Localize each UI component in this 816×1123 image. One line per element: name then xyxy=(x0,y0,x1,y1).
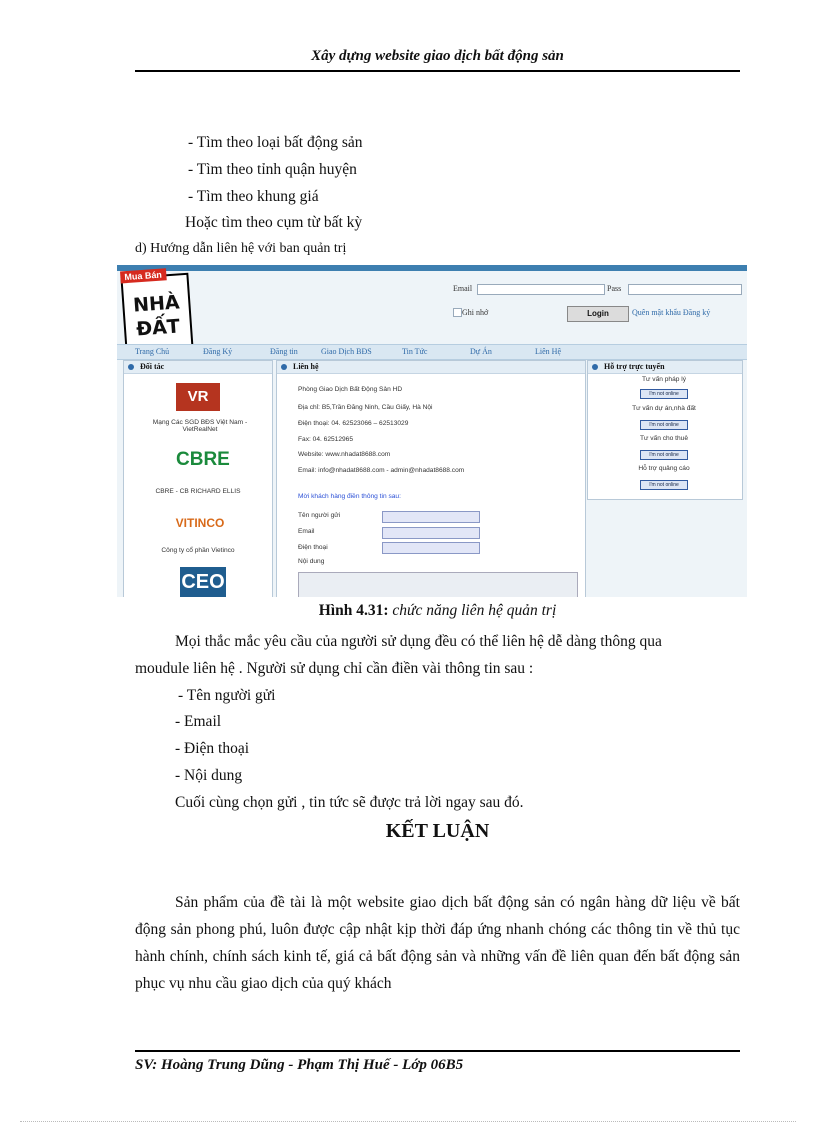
list-item: - Tìm theo tỉnh quận huyện xyxy=(188,161,357,178)
partner-name: Mạng Các SGD BĐS Việt Nam - VietRealNet xyxy=(152,419,248,433)
partner-logo[interactable]: VR xyxy=(176,383,220,411)
login-button[interactable]: Login xyxy=(567,306,629,322)
list-item: Hoặc tìm theo cụm từ bất kỳ xyxy=(185,214,363,231)
body-line: Cuối cùng chọn gửi , tin tức sẽ được trả lời ngay sau đó. xyxy=(175,794,524,811)
body-line: - Nội dung xyxy=(175,767,243,784)
footer-text: SV: Hoàng Trung Dũng - Phạm Thị Huế - Lớp 06B5 xyxy=(135,1057,464,1073)
partner-logo[interactable]: VITINCO xyxy=(175,516,225,530)
support-title: Hỗ trợ trực tuyến xyxy=(604,362,665,371)
partner-name: Công ty cổ phần Vietinco xyxy=(161,547,235,554)
contact-line: Phòng Giao Dịch Bất Động Sản HD xyxy=(298,386,403,393)
form-label: Nội dung xyxy=(298,558,325,565)
nav-item[interactable]: Đăng Ký xyxy=(203,347,233,356)
password-input[interactable] xyxy=(628,284,742,295)
email-field[interactable] xyxy=(382,527,480,539)
bullet-icon xyxy=(592,364,598,370)
support-item: Tư vấn cho thuê xyxy=(639,435,689,442)
contact-line: Website: www.nhadat8688.com xyxy=(298,451,391,458)
partner-name: CBRE - CB RICHARD ELLIS xyxy=(155,488,241,495)
online-status-button[interactable]: I'm not online xyxy=(640,389,688,399)
list-item: - Tìm theo loại bất động sản xyxy=(188,134,363,151)
bullet-icon xyxy=(281,364,287,370)
section-heading: d) Hướng dẫn liên hệ với ban quản trị xyxy=(135,241,347,256)
contact-line: Email: info@nhadat8688.com - admin@nhadat8688.com xyxy=(298,467,465,474)
site-logo xyxy=(120,269,193,354)
sender-name-input[interactable] xyxy=(382,511,480,523)
footer-rule xyxy=(135,1050,740,1052)
contact-line: Điện thoại: 04. 62523066 – 62513029 xyxy=(298,420,409,427)
conclusion-title: KẾT LUẬN xyxy=(385,820,490,842)
body-line: - Điện thoại xyxy=(175,740,250,757)
remember-checkbox[interactable] xyxy=(453,308,462,317)
bullet-icon xyxy=(128,364,134,370)
partner-logo[interactable]: CBRE xyxy=(176,449,230,470)
form-label: Email xyxy=(298,528,315,535)
body-line: moudule liên hệ . Người sử dụng chỉ cần điền vài thông tin sau : xyxy=(135,660,534,677)
support-item: Tư vấn pháp lý xyxy=(642,376,686,383)
list-item: - Tìm theo khung giá xyxy=(188,188,319,205)
figure-caption xyxy=(135,602,740,620)
form-label: Tên người gửi xyxy=(298,512,341,519)
support-header xyxy=(588,361,742,374)
online-status-button[interactable]: I'm not online xyxy=(640,420,688,430)
online-status-button[interactable]: I'm not online xyxy=(640,480,688,490)
caption-text: chức năng liên hệ quản trị xyxy=(392,602,557,619)
page-edge xyxy=(20,1121,796,1122)
body-line: Mọi thắc mắc yêu cầu của người sử dụng đều có thể liên hệ dễ dàng thông qua xyxy=(175,633,662,650)
partners-header xyxy=(124,361,272,374)
email-input[interactable] xyxy=(477,284,605,295)
message-textarea[interactable] xyxy=(298,572,578,597)
remember-label: Ghi nhớ xyxy=(462,308,489,317)
top-bar xyxy=(117,265,747,271)
partners-panel xyxy=(123,360,273,597)
contact-line: Địa chỉ: B5,Trần Đăng Ninh, Cầu Giấy, Hà Nội xyxy=(298,404,433,411)
support-item: Hỗ trợ quảng cáo xyxy=(638,465,690,472)
nav-item[interactable]: Liên Hệ xyxy=(535,347,561,356)
partners-title: Đối tác xyxy=(140,362,165,371)
email-label: Email xyxy=(453,284,473,293)
pass-label: Pass xyxy=(607,284,622,293)
online-status-button[interactable]: I'm not online xyxy=(640,450,688,460)
account-links[interactable]: Quên mật khẩu Đăng ký xyxy=(632,308,711,317)
page-header-title: Xây dựng website giao dịch bất động sản xyxy=(311,48,564,64)
phone-field[interactable] xyxy=(382,542,480,554)
logo-text: ĐẤT xyxy=(135,315,181,341)
conclusion-text: Sản phẩm của đề tài là một website giao dịch bất động sản có ngân hàng dữ liệu về bất động sản phong phú, luôn được cập nhật kịp thời đáp ứng nhanh chóng các thông tin về thủ tục hành chính, chính sách kinh tế, giá cả bất động sản và những vấn đề liên quan đến bất động sản phục vụ nhu cầu giao dịch của quý khách xyxy=(135,894,740,992)
nav-bar xyxy=(117,344,747,360)
nav-item[interactable]: Dự Án xyxy=(470,347,492,356)
partner-logo[interactable]: CEO xyxy=(180,567,226,597)
body-line: - Email xyxy=(175,713,222,730)
logo-tag: Mua Bán xyxy=(120,268,166,283)
nav-item[interactable]: Giao Dịch BĐS xyxy=(321,347,372,356)
form-title: Mời khách hàng điền thông tin sau: xyxy=(298,493,401,500)
logo-text: NHÀ xyxy=(132,291,181,317)
website-screenshot xyxy=(117,265,747,597)
contact-header xyxy=(277,361,585,374)
contact-line: Fax: 04. 62512965 xyxy=(298,436,353,443)
nav-item[interactable]: Trang Chủ xyxy=(135,347,170,356)
form-label: Điện thoại xyxy=(298,544,328,551)
support-item: Tư vấn dự án,nhà đất xyxy=(632,405,696,412)
caption-label: Hình 4.31: xyxy=(318,602,389,619)
nav-item[interactable]: Đăng tin xyxy=(270,347,298,356)
header-rule xyxy=(135,70,740,72)
nav-item[interactable]: Tin Tức xyxy=(402,347,428,356)
contact-title: Liên hệ xyxy=(293,362,319,371)
body-line: - Tên người gửi xyxy=(178,687,276,704)
